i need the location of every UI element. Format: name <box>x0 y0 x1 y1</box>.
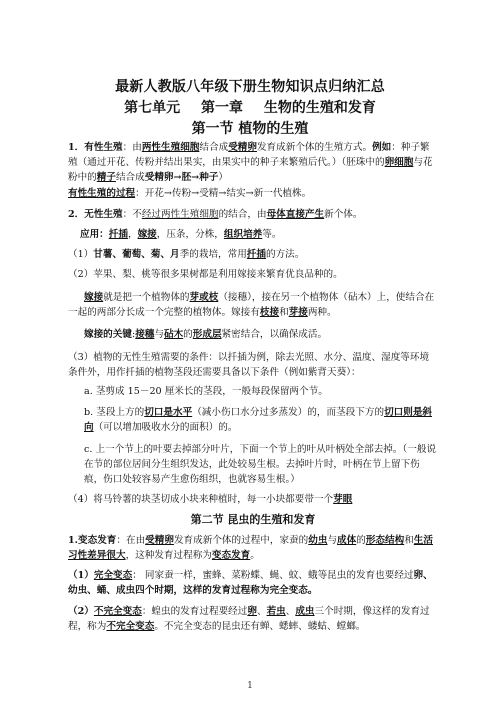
term: 成体 <box>337 535 357 546</box>
item-number: （2） <box>68 606 94 617</box>
paragraph-grafting-fruit: （2）苹果、梨、桃等很多果树都是利用嫁接来繁育优良品种的。 <box>68 269 343 280</box>
term: 受精卵→胚→种子 <box>144 172 219 183</box>
text: （减小伤口水分过多蒸发）的，而茎段下方的 <box>192 407 385 418</box>
text: （4）将马铃薯的块茎切成小块来种植时，每一小块都要带一个 <box>68 494 334 505</box>
text: 结合成 <box>115 172 145 183</box>
term: 芽眼 <box>333 494 353 505</box>
term: 应用： <box>80 229 109 240</box>
text: 与 <box>327 535 338 546</box>
text: 和 <box>279 307 289 318</box>
text: b. 茎段上方的 <box>84 407 145 418</box>
text: 紧密结合，以确保成活。 <box>221 329 328 340</box>
paragraph-asexual-conditions: （3）植物的无性生殖需要的条件：以扦插为例，除去光照、水分、温度、湿度等环境条件外，用作扦插的植物茎段还需要具备以下条件（例如紫背天葵）： <box>68 352 430 378</box>
text: 的 <box>183 329 193 340</box>
term: 完全变态 <box>93 570 133 581</box>
term: 若虫 <box>266 606 286 617</box>
paragraph-asexual-reproduction <box>68 207 438 222</box>
text: 新个体。 <box>324 209 363 220</box>
term: 形成层 <box>192 329 222 340</box>
term: 嫁接 <box>84 292 104 303</box>
text: 季的栽培，常用 <box>179 249 247 260</box>
text: 、 <box>285 606 296 617</box>
text: 的方法。 <box>265 249 305 260</box>
term: 不完全变态 <box>106 621 155 632</box>
term: 受精卵 <box>228 142 257 153</box>
text: ：由 <box>122 142 142 153</box>
term: 例如 <box>372 142 392 153</box>
term: 变态发育 <box>211 550 251 561</box>
text: 、 <box>256 606 267 617</box>
condition-b <box>84 405 438 435</box>
text: ：不 <box>122 209 142 220</box>
text: 。 <box>250 550 260 561</box>
term: 嫁接的关键 <box>84 329 132 340</box>
text: : <box>131 329 136 340</box>
condition-a: a. 茎剪成 15－20 厘米长的茎段，一般每段保留两个节。 <box>84 386 328 397</box>
text: （接穗），接在另一个植物体（砧木）上，使结合在一起的两部分长成一个完整的植物体。嫁接有 <box>68 292 435 318</box>
term: 幼虫 <box>308 535 328 546</box>
paragraph-metamorphosis <box>68 533 438 563</box>
text: 与花粉中的 <box>68 157 433 183</box>
paragraph-complete-metamorphosis <box>68 568 438 598</box>
chapter-label: 第一章 <box>201 100 243 116</box>
text: ，这种发育过程称为 <box>125 550 212 561</box>
paragraph-grafting-definition <box>68 290 438 320</box>
text: ， <box>127 229 138 240</box>
text: 三个时期，像这样的发育过程，称为 <box>68 606 430 632</box>
text: 的 <box>356 535 366 546</box>
term: 卵、幼虫、蛹、成虫四个时期，这样的发育过程称为完全变态。 <box>68 570 433 596</box>
section-1-heading: 第一节 植物的生殖 <box>191 121 309 137</box>
section-2-heading: 第二节 昆虫的生殖和发育 <box>190 513 316 526</box>
document-title: 最新人教版八年级下册生物知识点归纳汇总 <box>115 79 385 95</box>
term: 切口是水平 <box>144 407 193 418</box>
paragraph-incomplete-metamorphosis <box>68 604 438 634</box>
item-number: 1． <box>68 142 85 153</box>
text: 和 <box>404 535 414 546</box>
term: 组织培养 <box>223 229 263 240</box>
term: 扦插 <box>246 249 266 260</box>
text: 就是把一个植物体的 <box>103 292 190 303</box>
term: 不完全变态 <box>93 606 142 617</box>
term: 甘薯、葡萄、菊、月 <box>93 249 180 260</box>
paragraph-applications <box>80 227 438 242</box>
term: 两性生殖细胞 <box>141 142 200 153</box>
unit-label: 第七单元 <box>124 100 181 116</box>
text: ：在由 <box>116 535 146 546</box>
term: 母体直接产生 <box>266 209 325 220</box>
term: 形态结构 <box>365 535 405 546</box>
term: 切口则是斜向 <box>84 407 433 433</box>
term: 卵细胞 <box>384 157 414 168</box>
paragraph-sexual-process <box>68 186 438 201</box>
paragraph-sexual-reproduction <box>68 140 438 185</box>
page-number: 1 <box>247 681 253 691</box>
term: 有性生殖的过程 <box>68 188 136 199</box>
term: 枝接 <box>259 307 280 318</box>
term: 无性生殖 <box>84 209 123 220</box>
paragraph-potato <box>68 492 438 507</box>
term: 成虫 <box>295 606 315 617</box>
term: 扦插 <box>108 229 128 240</box>
text: 等。 <box>262 229 282 240</box>
term: 受精卵 <box>145 535 174 546</box>
term: 生活习性差异很大 <box>68 535 433 561</box>
term: 经过两性生殖细胞 <box>141 209 219 220</box>
term: 1.变态发育 <box>68 535 117 546</box>
text: 两种。 <box>307 307 337 318</box>
text: （可以增加吸收水分的面积）的。 <box>93 422 238 433</box>
text: ：开花→传粉→受精→结实→新一代植株。 <box>135 188 312 199</box>
condition-c: c. 上一个节上的叶要去掉部分叶片，下面一个节上的叶从叶柄处全部去掉。（一般说在节的部位居间分生组织发达，此处较易生根。去掉叶片时，叶柄在节上留下伤痕，伤口处较容易产生愈伤组织，也就容易生根。） <box>84 444 437 485</box>
text: 。不完全变态的昆虫还有蝉、蟋蟀、蝼蛄、螳螂。 <box>154 621 366 632</box>
text: （1） <box>68 249 94 260</box>
term: 精子 <box>96 172 116 183</box>
text: 结合成 <box>199 142 229 153</box>
text: ，压条，分株， <box>156 229 224 240</box>
text: 的结合，由 <box>218 209 267 220</box>
text: ） <box>218 172 228 183</box>
text: 发育成新个体的过程中，家蚕的 <box>173 535 309 546</box>
item-number: （1） <box>68 570 94 581</box>
paragraph-grafting-key <box>68 327 438 342</box>
term: 接穗 <box>135 329 155 340</box>
term: 芽接 <box>288 307 308 318</box>
text: ： 同家蚕一样，蜜蜂、菜粉蝶、蝇、蚊、蛾等昆虫的发育也要经过 <box>132 570 414 581</box>
text: ：蝗虫的发育过程要经过 <box>141 606 248 617</box>
text: 与 <box>154 329 164 340</box>
text: ：种子繁殖（通过开花、传粉并结出果实，由果实中的种子来繁殖后代。）（胚珠中的 <box>68 142 430 168</box>
term: 芽或枝 <box>189 292 219 303</box>
term: 卵 <box>247 606 257 617</box>
item-number: 2． <box>68 209 85 220</box>
chapter-title: 生物的生殖和发育 <box>263 100 376 116</box>
chapter-heading <box>0 97 500 117</box>
term: 有性生殖 <box>84 142 123 153</box>
paragraph-cutting <box>68 247 438 262</box>
text: 发育成新个体的生殖方式。 <box>256 142 373 153</box>
term: 砧木 <box>163 329 184 340</box>
term: 嫁接 <box>137 229 157 240</box>
